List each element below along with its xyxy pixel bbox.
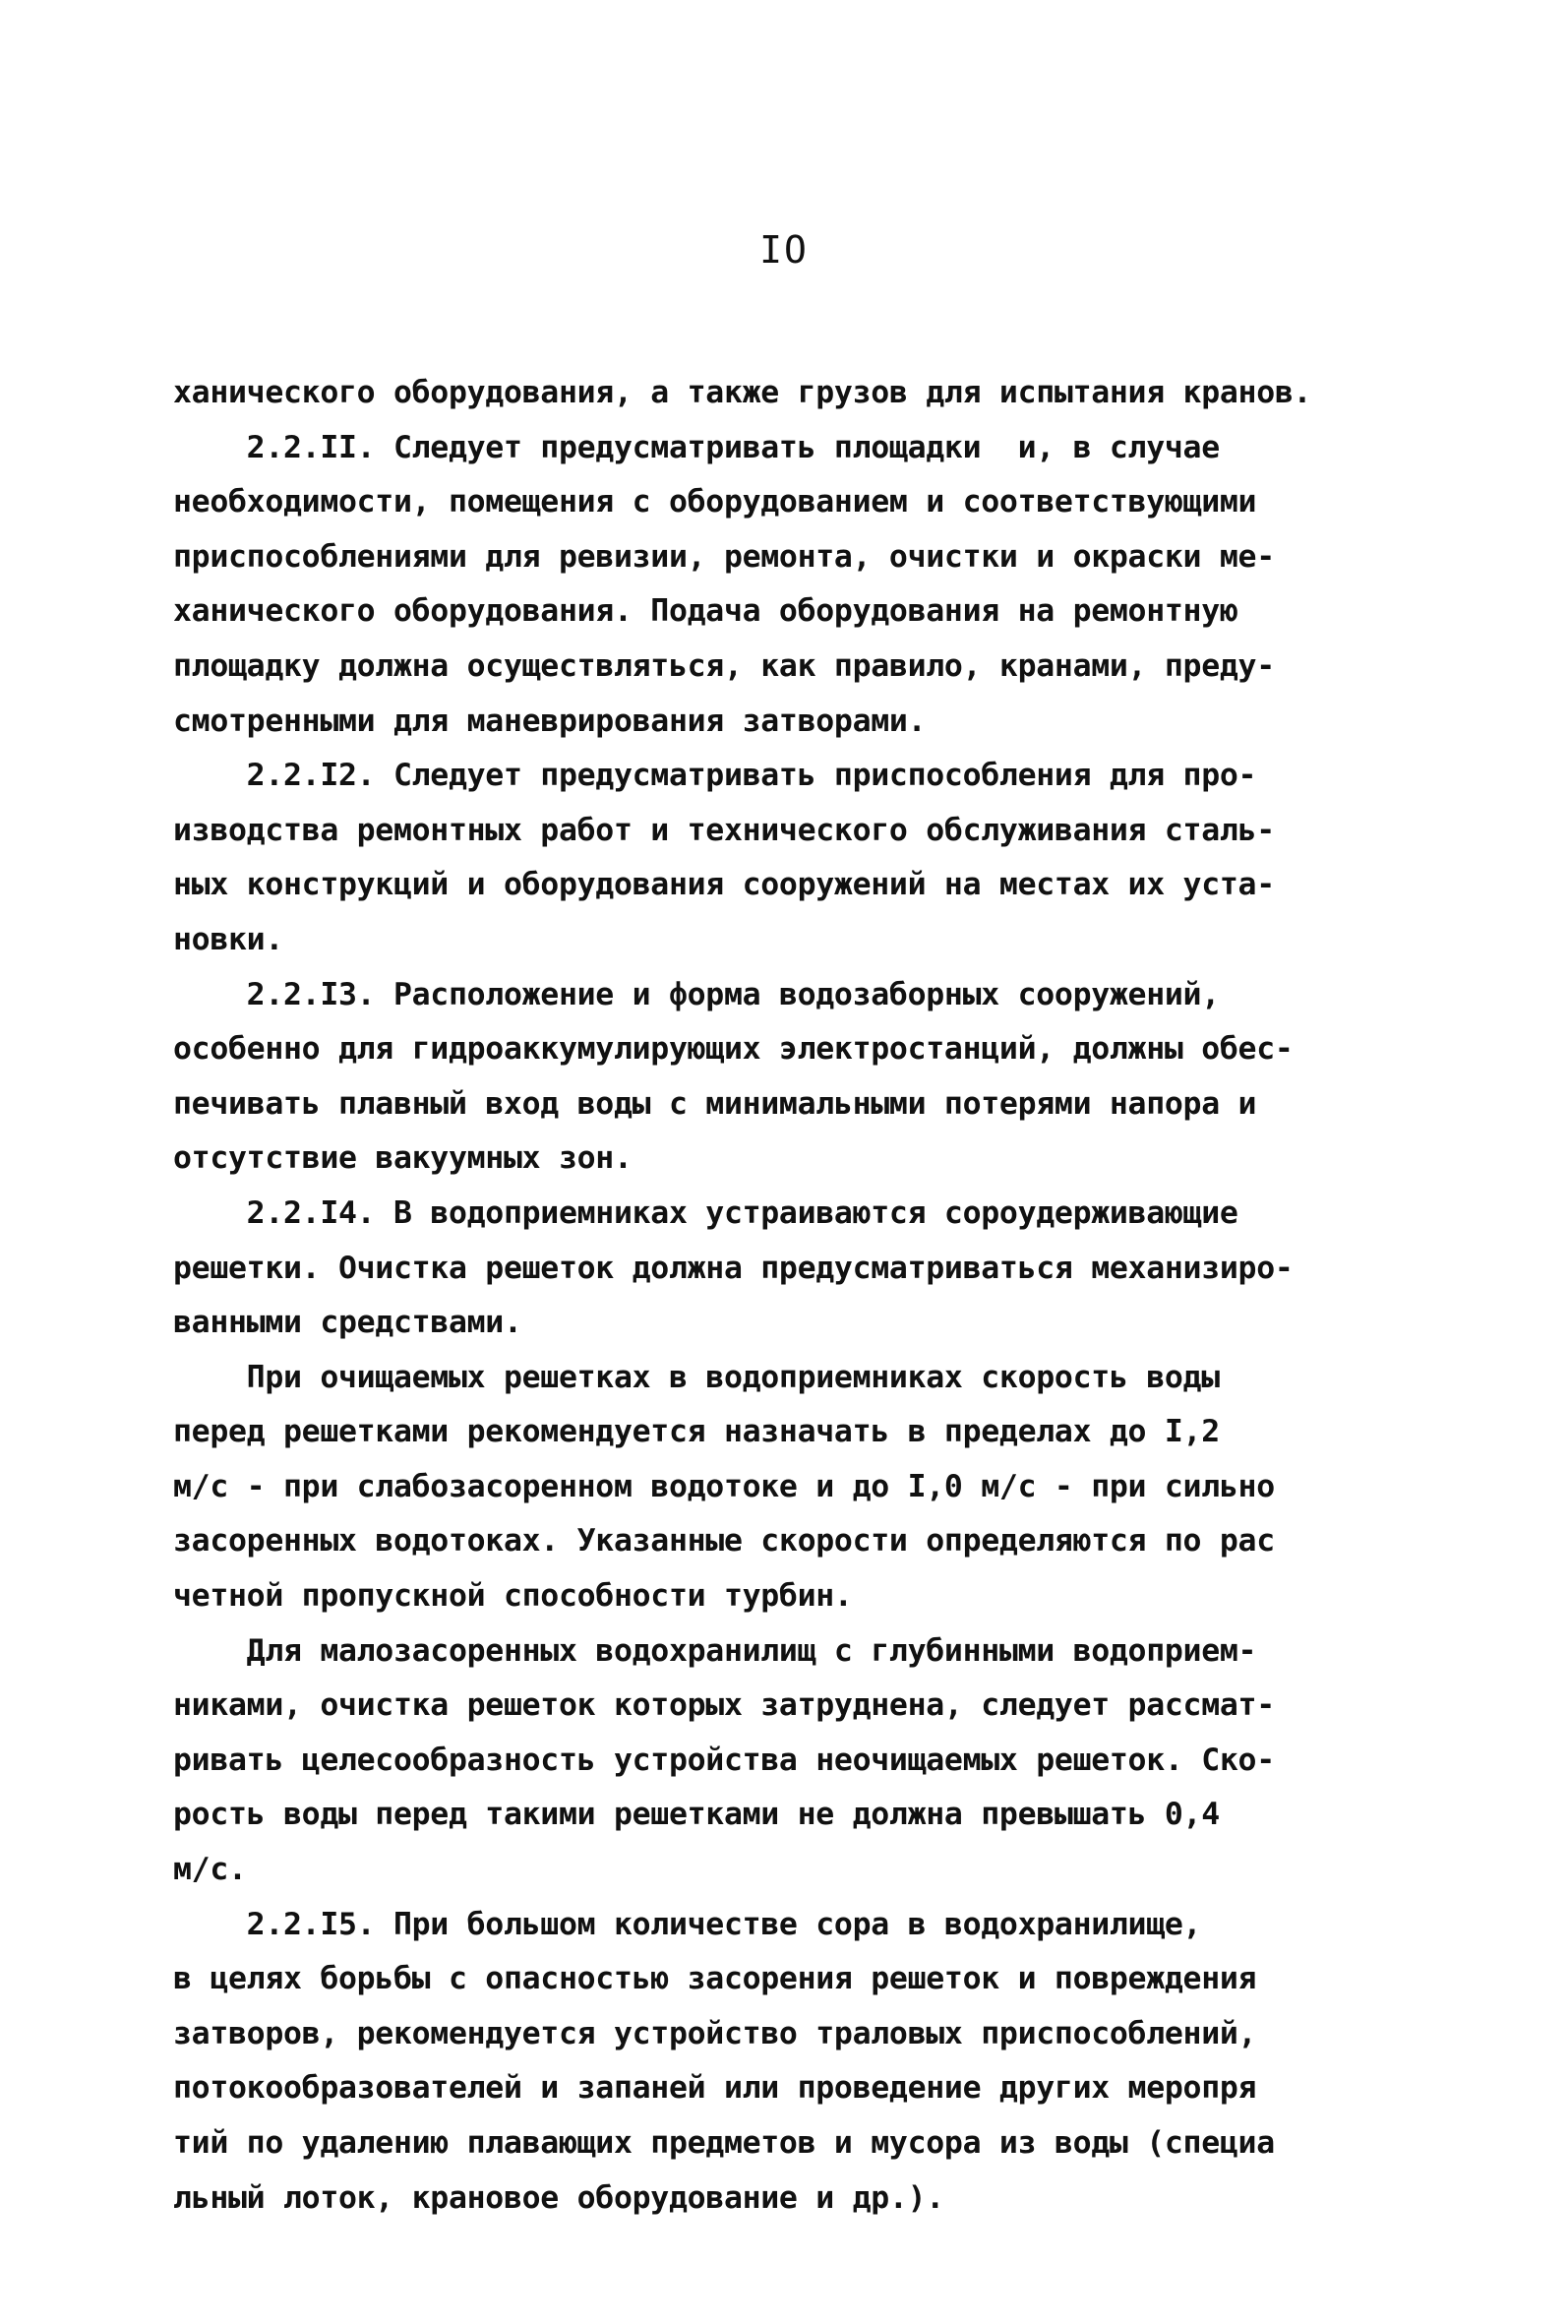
text-line: в целях борьбы с опасностью засорения решеток и повреждения [173,1961,1257,1997]
text-line: тий по удалению плавающих предметов и мусора из воды (специа [173,2125,1275,2161]
page-number: IO [759,228,809,272]
text-line: Для малозасоренных водохранилищ с глубинными водоприем- [173,1632,1257,1669]
text-line: При очищаемых решетках в водоприемниках скорость воды [173,1359,1220,1395]
text-line: четной пропускной способности турбин. [173,1578,853,1615]
text-line: 2.2.II. Следует предусматривать площадки и, в случае [173,429,1220,465]
text-line: решетки. Очистка решеток должна предусматриваться механизиро- [173,1250,1294,1286]
text-line: льный лоток, крановое оборудование и др.). [173,2179,944,2216]
text-line: ханического оборудования, а также грузов для испытания кранов. [173,375,1312,410]
text-line: 2.2.I5. При большом количестве сора в водохранилище, [173,1906,1202,1942]
text-line: потокообразователей и запаней или проведение других меропря [173,2070,1257,2107]
text-line: м/с. [173,1852,247,1888]
body-text [173,366,1413,2226]
text-line: ханического оборудования. Подача оборудования на ремонтную [173,593,1238,630]
text-line: смотренными для маневрирования затворами. [173,703,927,739]
text-line: ванными средствами. [173,1305,522,1341]
text-line: перед решетками рекомендуется назначать в пределах до I,2 [173,1414,1220,1450]
text-line: особенно для гидроаккумулирующих электростанций, должны обес- [173,1031,1294,1068]
text-line: отсутствие вакуумных зон. [173,1140,633,1177]
text-line: м/с - при слабозасоренном водотоке и до I,0 м/с - при сильно [173,1468,1275,1504]
text-line: 2.2.I4. В водоприемниках устраиваются сороудерживающие [173,1194,1238,1231]
text-line: затворов, рекомендуется устройство траловых приспособлений, [173,2015,1257,2051]
text-line: ривать целесообразность устройства неочищаемых решеток. Ско- [173,1742,1275,1778]
text-line: 2.2.I2. Следует предусматривать приспособления для про- [173,758,1257,794]
text-line: ных конструкций и оборудования сооружений на местах их уста- [173,867,1275,903]
text-line: засоренных водотоках. Указанные скорости определяются по рас [173,1523,1275,1560]
text-line: печивать плавный вход воды с минимальными потерями напора и [173,1085,1257,1122]
text-line: приспособлениями для ревизии, ремонта, очистки и окраски ме- [173,538,1275,575]
text-line: 2.2.I3. Расположение и форма водозаборных сооружений, [173,976,1220,1012]
text-line: рость воды перед такими решетками не должна превышать 0,4 [173,1797,1220,1833]
text-line: никами, очистка решеток которых затруднена, следует рассмат- [173,1687,1275,1724]
text-line: площадку должна осуществляться, как правило, кранами, преду- [173,647,1275,684]
text-line: изводства ремонтных работ и технического обслуживания сталь- [173,812,1275,848]
text-line: необходимости, помещения с оборудованием и соответствующими [173,484,1257,520]
text-line: новки. [173,921,283,957]
